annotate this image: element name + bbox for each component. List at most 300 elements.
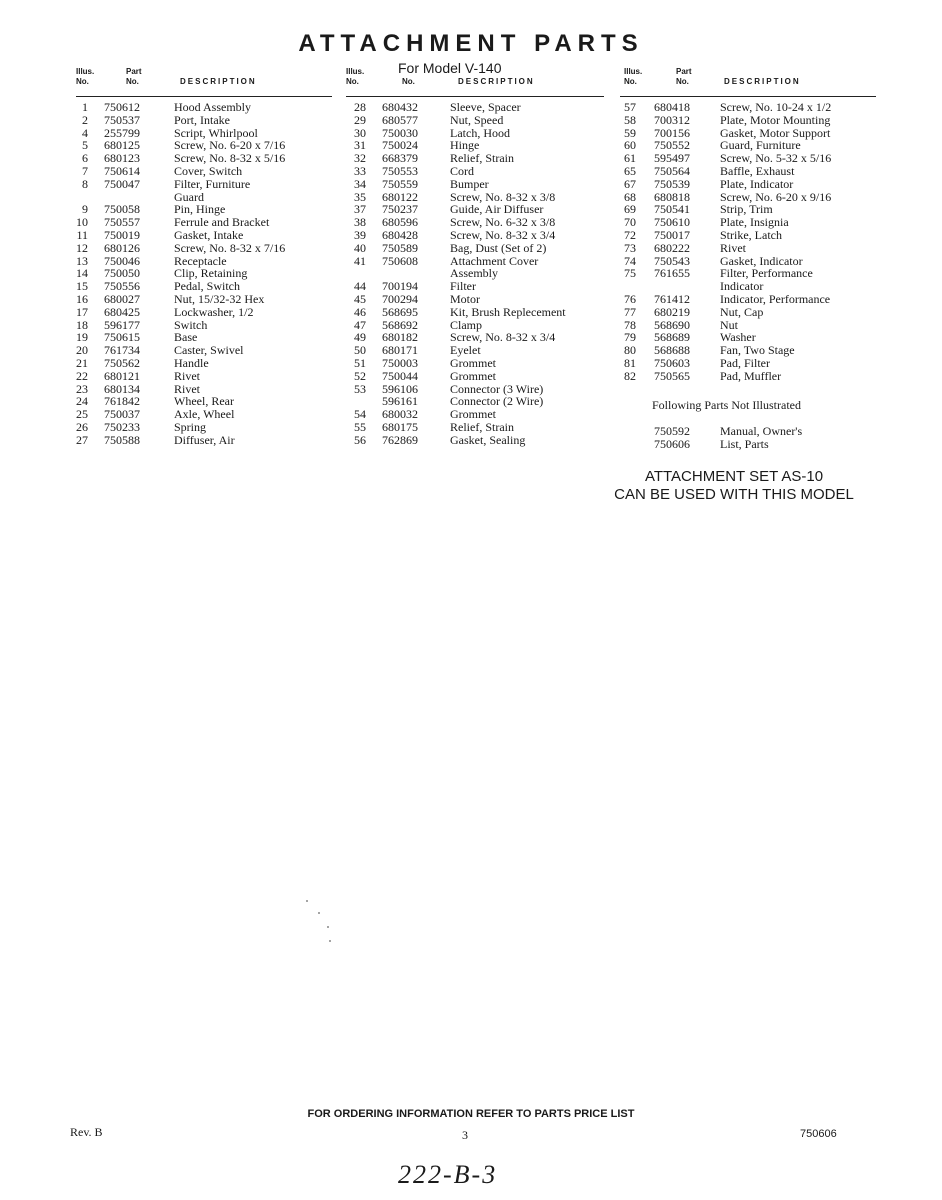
part-no: 750603: [654, 355, 690, 370]
model-subtitle: For Model V-140: [398, 60, 502, 76]
part-no: 680425: [104, 304, 140, 319]
part-no: 750565: [654, 368, 690, 383]
attachment-set-note-line1: ATTACHMENT SET AS-10: [644, 468, 824, 485]
part-no: 568692: [382, 317, 418, 332]
part-row: [346, 370, 604, 383]
description: Guard, Furniture: [720, 138, 801, 153]
part-no: 680123: [104, 151, 140, 166]
illus-no: 59: [624, 125, 636, 140]
header-illus: [624, 67, 642, 87]
description: Grommet: [450, 368, 496, 383]
part-row: [620, 101, 876, 114]
illus-no: 45: [354, 291, 366, 306]
header-illus-line2: No.: [346, 77, 359, 86]
part-no: 750562: [104, 355, 140, 370]
part-no: 680222: [654, 240, 690, 255]
part-row: [76, 101, 332, 114]
part-no: 680125: [104, 138, 140, 153]
part-no: 680182: [382, 330, 418, 345]
illus-no: 1: [82, 100, 88, 114]
parts-rows: [346, 101, 604, 447]
illus-no: 70: [624, 215, 636, 230]
part-no: 750537: [104, 112, 140, 127]
part-no: 750610: [654, 215, 690, 230]
parts-column-2: [346, 66, 604, 447]
part-row: [346, 421, 604, 434]
description: Bumper: [450, 176, 489, 191]
illus-no: 47: [354, 317, 366, 332]
illus-no: 78: [624, 317, 636, 332]
not-illustrated-part-no: 750592: [654, 424, 690, 438]
page-number: 3: [462, 1128, 468, 1142]
illus-no: 55: [354, 419, 366, 434]
header-part-line2: No.: [126, 77, 139, 86]
part-row: [620, 293, 876, 306]
illus-no: 14: [76, 266, 88, 281]
description: Plate, Insignia: [720, 215, 789, 230]
illus-no: 34: [354, 176, 366, 191]
parts-rows: [76, 101, 332, 447]
header-description: DESCRIPTION: [724, 77, 801, 86]
description: Motor: [450, 291, 480, 306]
description: Clamp: [450, 317, 482, 332]
revision-label: Rev. B: [70, 1125, 103, 1139]
part-no: 596106: [382, 381, 418, 396]
description: Filter, Performance: [720, 266, 813, 281]
illus-no: 80: [624, 343, 636, 358]
illus-no: 37: [354, 202, 366, 217]
illus-no: 6: [82, 151, 88, 166]
description: Diffuser, Air: [174, 432, 235, 447]
part-row: [76, 357, 332, 370]
part-no: 750615: [104, 330, 140, 345]
part-row: [346, 357, 604, 370]
description: Screw, No. 8-32 x 3/4: [450, 330, 556, 345]
header-part: [676, 67, 692, 87]
description: Pad, Filter: [720, 355, 770, 370]
description: Pin, Hinge: [174, 202, 226, 217]
part-no: 680171: [382, 343, 418, 358]
part-no: 750233: [104, 419, 140, 434]
part-row: [620, 306, 876, 319]
part-no: 568688: [654, 343, 690, 358]
part-no: 761734: [104, 343, 140, 358]
part-no: 750046: [104, 253, 140, 268]
description: Screw, No. 8-32 x 7/16: [174, 240, 286, 255]
description: Pedal, Switch: [174, 279, 240, 294]
description: Screw, No. 8-32 x 3/4: [450, 227, 556, 242]
column-header: [620, 66, 876, 97]
illus-no: 25: [76, 407, 88, 422]
description: Screw, No. 8-32 x 5/16: [174, 151, 286, 166]
description: Spring: [174, 419, 207, 434]
header-illus-line1: Illus.: [346, 67, 365, 76]
part-no: 680122: [382, 189, 418, 204]
illus-no: 40: [354, 240, 366, 255]
description: Filter, Furniture: [174, 176, 251, 191]
illus-no: 4: [82, 125, 88, 140]
illus-no: 2: [82, 112, 88, 127]
description: Rivet: [174, 368, 200, 383]
illus-no: 18: [76, 317, 88, 332]
description: Screw, No. 10-24 x 1/2: [720, 100, 832, 114]
header-part-line2: No.: [676, 77, 689, 86]
part-no: 700156: [654, 125, 690, 140]
description: Connector (2 Wire): [450, 394, 544, 409]
illus-no: 31: [354, 138, 366, 153]
illus-no: 39: [354, 227, 366, 242]
illus-no: 67: [624, 176, 636, 191]
description: Axle, Wheel: [174, 407, 235, 422]
description: Washer: [720, 330, 756, 345]
description: Screw, No. 6-20 x 9/16: [720, 189, 832, 204]
part-no: 750614: [104, 163, 140, 178]
part-no: 750612: [104, 100, 140, 114]
illus-no: 81: [624, 355, 636, 370]
illus-no: 28: [354, 100, 366, 114]
description: Gasket, Intake: [174, 227, 244, 242]
not-illustrated-heading: Following Parts Not Illustrated: [652, 398, 801, 412]
part-row: [620, 114, 876, 127]
description: Grommet: [450, 355, 496, 370]
description: Strip, Trim: [720, 202, 773, 217]
illus-no: 61: [624, 151, 636, 166]
parts-rows: [620, 101, 876, 383]
part-no: 680219: [654, 304, 690, 319]
illus-no: 82: [624, 368, 636, 383]
description: Grommet: [450, 407, 496, 422]
part-no: 680818: [654, 189, 690, 204]
description: Rivet: [720, 240, 746, 255]
illus-no: 74: [624, 253, 636, 268]
part-no: 680175: [382, 419, 418, 434]
description: Strike, Latch: [720, 227, 782, 242]
illus-no: 51: [354, 355, 366, 370]
illus-no: 33: [354, 163, 366, 178]
header-part-line2: No.: [402, 77, 415, 86]
illus-no: 50: [354, 343, 366, 358]
description: Cover, Switch: [174, 163, 243, 178]
scan-speck: [329, 940, 331, 942]
part-row: [346, 101, 604, 114]
illus-no: 13: [76, 253, 88, 268]
part-no: 750024: [382, 138, 418, 153]
part-no: 750543: [654, 253, 690, 268]
description: Bag, Dust (Set of 2): [450, 240, 547, 255]
part-no: 750564: [654, 163, 690, 178]
description: Guard: [174, 189, 204, 204]
illus-no: 77: [624, 304, 636, 319]
page-title: [0, 30, 942, 58]
part-row: [620, 229, 876, 242]
part-no: 750237: [382, 202, 418, 217]
description: Cord: [450, 163, 474, 178]
part-row: [76, 370, 332, 383]
not-illustrated-part-no: 750606: [654, 437, 690, 451]
part-row: [76, 229, 332, 242]
description: Screw, No. 8-32 x 3/8: [450, 189, 556, 204]
description: Screw, No. 6-20 x 7/16: [174, 138, 286, 153]
part-no: 750019: [104, 227, 140, 242]
handwritten-note: 222-B-3: [398, 1160, 498, 1189]
part-no: 750588: [104, 432, 140, 447]
part-row: [76, 165, 332, 178]
part-no: 761655: [654, 266, 690, 281]
illus-no: 57: [624, 100, 636, 114]
part-no: 750044: [382, 368, 418, 383]
illus-no: 17: [76, 304, 88, 319]
part-no: 700312: [654, 112, 690, 127]
column-header: [346, 66, 604, 97]
description: Nut, Cap: [720, 304, 764, 319]
part-row: [76, 293, 332, 306]
part-no: 680432: [382, 100, 418, 114]
part-row: [76, 306, 332, 319]
scan-speck: [306, 900, 308, 902]
part-no: 750030: [382, 125, 418, 140]
illus-no: 69: [624, 202, 636, 217]
illus-no: 8: [82, 176, 88, 191]
illus-no: 73: [624, 240, 636, 255]
part-no: 750037: [104, 407, 140, 422]
part-no: 761842: [104, 394, 140, 409]
illus-no: 41: [354, 253, 366, 268]
header-illus-line2: No.: [76, 77, 89, 86]
part-row: [620, 370, 876, 383]
illus-no: 54: [354, 407, 366, 422]
description: Gasket, Indicator: [720, 253, 803, 268]
illus-no: 60: [624, 138, 636, 153]
description: Script, Whirlpool: [174, 125, 258, 140]
part-no: 568695: [382, 304, 418, 319]
illus-no: 32: [354, 151, 366, 166]
part-row: [346, 408, 604, 421]
ordering-info: FOR ORDERING INFORMATION REFER TO PARTS PRICE LIST: [307, 1108, 635, 1120]
description: Screw, No. 5-32 x 5/16: [720, 151, 832, 166]
part-row: [346, 293, 604, 306]
part-no: 568689: [654, 330, 690, 345]
header-part-line1: Part: [126, 67, 142, 76]
scan-speck: [327, 926, 329, 928]
part-no: 680121: [104, 368, 140, 383]
part-no: 700294: [382, 291, 418, 306]
description: Sleeve, Spacer: [450, 100, 521, 114]
description: Port, Intake: [174, 112, 230, 127]
part-no: 700194: [382, 279, 418, 294]
description: Base: [174, 330, 198, 345]
part-row: [346, 178, 604, 191]
description: Rivet: [174, 381, 200, 396]
description: Eyelet: [450, 343, 481, 358]
part-no: 750608: [382, 253, 418, 268]
description: Connector (3 Wire): [450, 381, 544, 396]
part-row: [620, 165, 876, 178]
description: Caster, Swivel: [174, 343, 244, 358]
part-no: 750047: [104, 176, 140, 191]
part-row: [620, 178, 876, 191]
description: Latch, Hood: [450, 125, 510, 140]
description: Assembly: [450, 266, 498, 281]
illus-no: 15: [76, 279, 88, 294]
illus-no: 49: [354, 330, 366, 345]
part-row: [76, 421, 332, 434]
description: Gasket, Motor Support: [720, 125, 831, 140]
column-header: [76, 66, 332, 97]
parts-column-1: [76, 66, 332, 447]
illus-no: 26: [76, 419, 88, 434]
part-no: 750552: [654, 138, 690, 153]
illus-no: 19: [76, 330, 88, 345]
description: Gasket, Sealing: [450, 432, 526, 447]
part-no: 761412: [654, 291, 690, 306]
description: Relief, Strain: [450, 419, 514, 434]
illus-no: 58: [624, 112, 636, 127]
parts-column-3: [620, 66, 876, 383]
part-row: [346, 242, 604, 255]
illus-no: 68: [624, 189, 636, 204]
part-row: [76, 242, 332, 255]
part-no: 750556: [104, 279, 140, 294]
part-no: 255799: [104, 125, 140, 140]
attachment-set-note-line2: CAN BE USED WITH THIS MODEL: [614, 486, 854, 503]
part-row: [346, 306, 604, 319]
part-row: [620, 357, 876, 370]
part-no: 680577: [382, 112, 418, 127]
description: Hood Assembly: [174, 100, 252, 114]
part-row: [76, 408, 332, 421]
illus-no: 30: [354, 125, 366, 140]
header-part: [126, 67, 142, 87]
illus-no: 20: [76, 343, 88, 358]
description: Plate, Motor Mounting: [720, 112, 831, 127]
description: Lockwasher, 1/2: [174, 304, 254, 319]
scan-speck: [318, 912, 320, 914]
part-row: [76, 178, 332, 191]
illus-no: 72: [624, 227, 636, 242]
illus-no: 46: [354, 304, 366, 319]
page-title-text: ATTACHMENT PARTS: [298, 30, 644, 57]
description: Hinge: [450, 138, 480, 153]
header-illus-line1: Illus.: [624, 67, 643, 76]
illus-no: 11: [76, 227, 88, 242]
description: Nut, 15/32-32 Hex: [174, 291, 265, 306]
part-no: 680032: [382, 407, 418, 422]
description: Receptacle: [174, 253, 227, 268]
illus-no: 52: [354, 368, 366, 383]
description: Handle: [174, 355, 209, 370]
part-no: 680126: [104, 240, 140, 255]
illus-no: 9: [82, 202, 88, 217]
document-code: 750606: [800, 1128, 837, 1140]
description: Ferrule and Bracket: [174, 215, 270, 230]
not-illustrated-desc: Manual, Owner's: [720, 424, 803, 438]
illus-no: 22: [76, 368, 88, 383]
description: Filter: [450, 279, 476, 294]
description: Switch: [174, 317, 208, 332]
part-no: 750559: [382, 176, 418, 191]
description: Kit, Brush Replecement: [450, 304, 566, 319]
description: Fan, Two Stage: [720, 343, 795, 358]
part-no: 750003: [382, 355, 418, 370]
part-no: 568690: [654, 317, 690, 332]
part-row: [346, 434, 604, 447]
description: Attachment Cover: [450, 253, 539, 268]
illus-no: 21: [76, 355, 88, 370]
part-no: 596177: [104, 317, 140, 332]
part-no: 668379: [382, 151, 418, 166]
part-no: 750553: [382, 163, 418, 178]
part-row: [346, 229, 604, 242]
illus-no: 5: [82, 138, 88, 153]
part-no: 750058: [104, 202, 140, 217]
header-illus: [76, 67, 94, 87]
illus-no: 76: [624, 291, 636, 306]
illus-no: 75: [624, 266, 636, 281]
part-no: 680134: [104, 381, 140, 396]
part-no: 680027: [104, 291, 140, 306]
part-row: [346, 114, 604, 127]
illus-no: 65: [624, 163, 636, 178]
header-description: DESCRIPTION: [180, 77, 257, 86]
illus-no: 38: [354, 215, 366, 230]
description: Relief, Strain: [450, 151, 514, 166]
part-no: 750541: [654, 202, 690, 217]
illus-no: 44: [354, 279, 366, 294]
part-no: 750017: [654, 227, 690, 242]
header-description: DESCRIPTION: [458, 77, 535, 86]
illus-no: 10: [76, 215, 88, 230]
part-no: 750050: [104, 266, 140, 281]
header-part-line1: Part: [676, 67, 692, 76]
description: Indicator: [720, 279, 764, 294]
description: Guide, Air Diffuser: [450, 202, 544, 217]
header-illus: [346, 67, 364, 87]
description: Wheel, Rear: [174, 394, 234, 409]
description: Screw, No. 6-32 x 3/8: [450, 215, 556, 230]
description: Clip, Retaining: [174, 266, 248, 281]
part-no: 596161: [382, 394, 418, 409]
illus-no: 27: [76, 432, 88, 447]
part-no: 595497: [654, 151, 690, 166]
description: Plate, Indicator: [720, 176, 794, 191]
description: Nut: [720, 317, 738, 332]
part-row: [76, 434, 332, 447]
illus-no: 29: [354, 112, 366, 127]
part-no: 750557: [104, 215, 140, 230]
part-row: [76, 114, 332, 127]
part-no: 762869: [382, 432, 418, 447]
description: Baffle, Exhaust: [720, 163, 795, 178]
illus-no: 24: [76, 394, 88, 409]
illus-no: 7: [82, 163, 88, 178]
part-row: [620, 242, 876, 255]
illus-no: 35: [354, 189, 366, 204]
header-part: [402, 77, 415, 87]
description: Nut, Speed: [450, 112, 504, 127]
part-no: 750589: [382, 240, 418, 255]
description: Indicator, Performance: [720, 291, 831, 306]
description: Pad, Muffler: [720, 368, 782, 383]
part-no: 750539: [654, 176, 690, 191]
illus-no: 56: [354, 432, 366, 447]
illus-no: 23: [76, 381, 88, 396]
illus-no: 12: [76, 240, 88, 255]
header-illus-line2: No.: [624, 77, 637, 86]
header-illus-line1: Illus.: [76, 67, 95, 76]
illus-no: 16: [76, 291, 88, 306]
part-no: 680596: [382, 215, 418, 230]
illus-no: 79: [624, 330, 636, 345]
